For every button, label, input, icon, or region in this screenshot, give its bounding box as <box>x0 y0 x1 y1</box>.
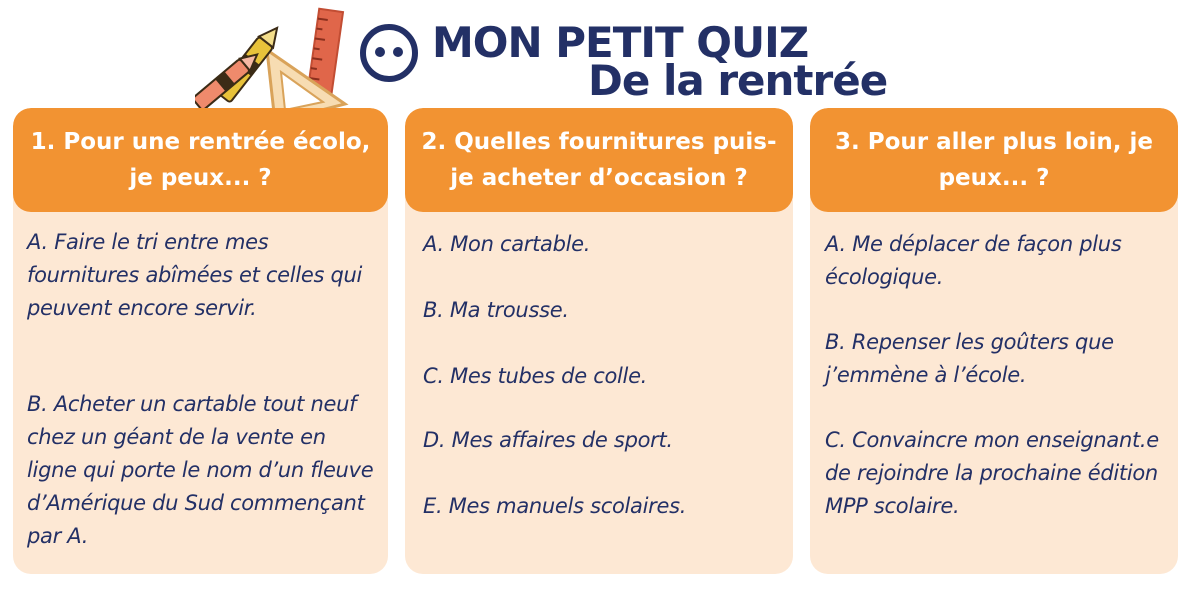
answer-b: B. Acheter un cartable tout neuf chez un géant de la vente en ligne qui porte le nom d’un fleuve d’Amérique du Sud commençant par A. <box>27 392 374 548</box>
question-header <box>405 108 793 212</box>
question-text: 3. Pour aller plus loin, je peux... ? <box>835 129 1153 191</box>
answer-c: C. Convaincre mon enseignant.e de rejoindre la prochaine édition MPP scolaire. <box>825 428 1159 518</box>
title-line-1: MON PETIT QUIZ <box>432 18 809 67</box>
quiz-card-3 <box>810 108 1178 574</box>
question-header <box>810 108 1178 212</box>
question-text: 1. Pour une rentrée écolo, je peux... ? <box>30 129 371 191</box>
answer-b: B. Repenser les goûters que j’emmène à l’école. <box>825 330 1114 387</box>
smiley-face-icon <box>358 22 420 84</box>
question-header <box>13 108 388 212</box>
title-line-2: De la rentrée <box>588 56 888 105</box>
answer-c: C. Mes tubes de colle. <box>423 364 648 388</box>
header <box>0 0 1200 110</box>
answer-a: A. Faire le tri entre mes fournitures abîmées et celles qui peuvent encore servir. <box>27 230 363 320</box>
quiz-card-2 <box>405 108 793 574</box>
answer-b: B. Ma trousse. <box>423 298 569 322</box>
answer-a: A. Mon cartable. <box>423 232 591 256</box>
answer-d: D. Mes affaires de sport. <box>423 428 673 452</box>
answer-a: A. Me déplacer de façon plus écologique. <box>825 232 1122 289</box>
quiz-card-1 <box>13 108 388 574</box>
question-text: 2. Quelles fournitures puis-je acheter d’occasion ? <box>421 129 777 191</box>
answer-e: E. Mes manuels scolaires. <box>423 494 687 518</box>
